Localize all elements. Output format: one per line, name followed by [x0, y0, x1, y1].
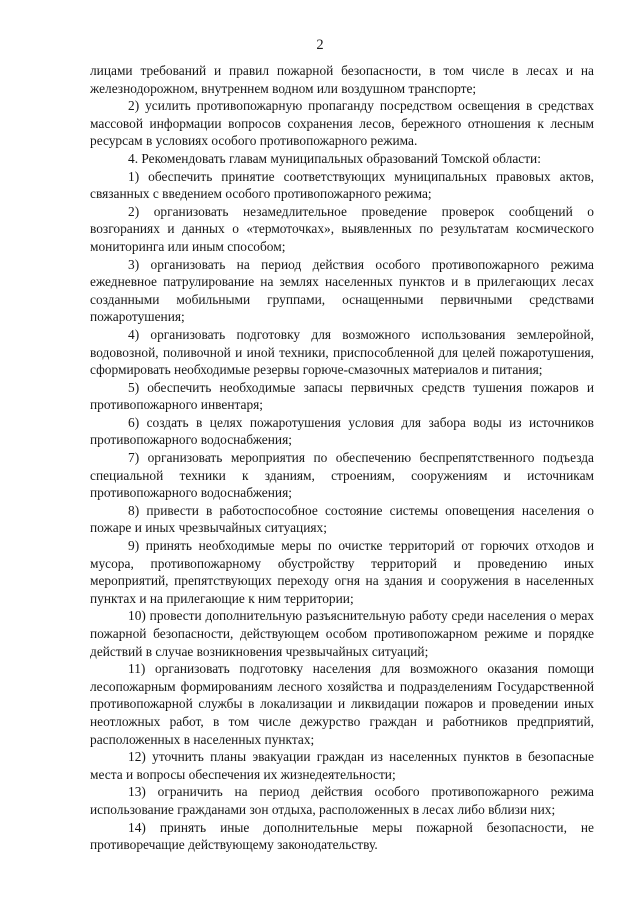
paragraph-item-3: 3) организовать на период действия особого противопожарного режима ежедневное патрулирование на землях населенных пунктов и в прилегающих лесах созданными мобильными группами, оснащенными первичными средствами пожаротушения; [90, 256, 594, 325]
paragraph-item-11: 11) организовать подготовку населения для возможного оказания помощи лесопожарным формированиям лесного хозяйства и подразделениям Государственной противопожарной службы в локализации и ликвидации пожаров и проведении иных неотложных работ, в том числе дежурство граждан и работников предприятий, расположенных в населенных пунктах; [90, 661, 594, 747]
paragraph-item-8: 8) привести в работоспособное состояние системы оповещения населения о пожаре и иных чрезвычайных ситуациях; [90, 502, 594, 536]
document-body [90, 62, 594, 854]
paragraph-item-14: 14) принять иные дополнительные меры пожарной безопасности, не противоречащие действующему законодательству. [90, 819, 594, 853]
paragraph-item-9: 9) принять необходимые меры по очистке территорий от горючих отходов и мусора, противопожарному обустройству территорий и проведению иных мероприятий, препятствующих переходу огня на здания и сооружения в населенных пунктах и на прилегающие к ним территории; [90, 538, 594, 606]
paragraph-item-10: 10) провести дополнительную разъяснительную работу среди населения о мерах пожарной безопасности, действующем особом противопожарном режиме и порядке действий в случае возникновения чрезвычайных ситуаций; [90, 608, 594, 659]
paragraph-item-5: 5) обеспечить необходимые запасы первичных средств тушения пожаров и противопожарного инвентаря; [90, 379, 594, 413]
paragraph-item-7: 7) организовать мероприятия по обеспечению беспрепятственного подъезда специальной техники к зданиям, строениям, сооружениям и источникам противопожарного водоснабжения; [90, 450, 594, 501]
paragraph-item-12: 12) уточнить планы эвакуации граждан из населенных пунктов в безопасные места и вопросы обеспечения их жизнедеятельности; [90, 749, 594, 782]
paragraph-item-13: 13) ограничить на период действия особого противопожарного режима использование гражданами зон отдыха, расположенных в лесах либо вблизи них; [90, 784, 594, 817]
paragraph-item-6: 6) создать в целях пожаротушения условия для забора воды из источников противопожарного водоснабжения; [90, 414, 594, 448]
paragraph-item-4: 4) организовать подготовку для возможного использования землеройной, водовозной, поливочной и иной техники, приспособленной для целей пожаротушения, сформировать необходимые резервы горюче-смазочных материалов и питания; [90, 326, 594, 378]
paragraph-item-2-propaganda: 2) усилить противопожарную пропаганду посредством освещения в средствах массовой информации вопросов сохранения лесов, бережного отношения к лесным ресурсам в условиях особого противопожарного режима. [90, 98, 594, 149]
paragraph-continuation: лицами требований и правил пожарной безопасности, в том числе в лесах и на железнодорожном, внутреннем водном или воздушном транспорте; [90, 63, 594, 96]
page-number: 2 [316, 37, 324, 53]
paragraph-section-4: 4. Рекомендовать главам муниципальных образований Томской области: [128, 150, 541, 166]
paragraph-item-1: 1) обеспечить принятие соответствующих муниципальных правовых актов, связанных с введением особого противопожарного режима; [90, 168, 594, 202]
paragraph-item-2: 2) организовать незамедлительное проведение проверок сообщений о возгораниях и данных о «термоточках», выявленных по результатам космического мониторинга или иным способом; [90, 203, 594, 254]
